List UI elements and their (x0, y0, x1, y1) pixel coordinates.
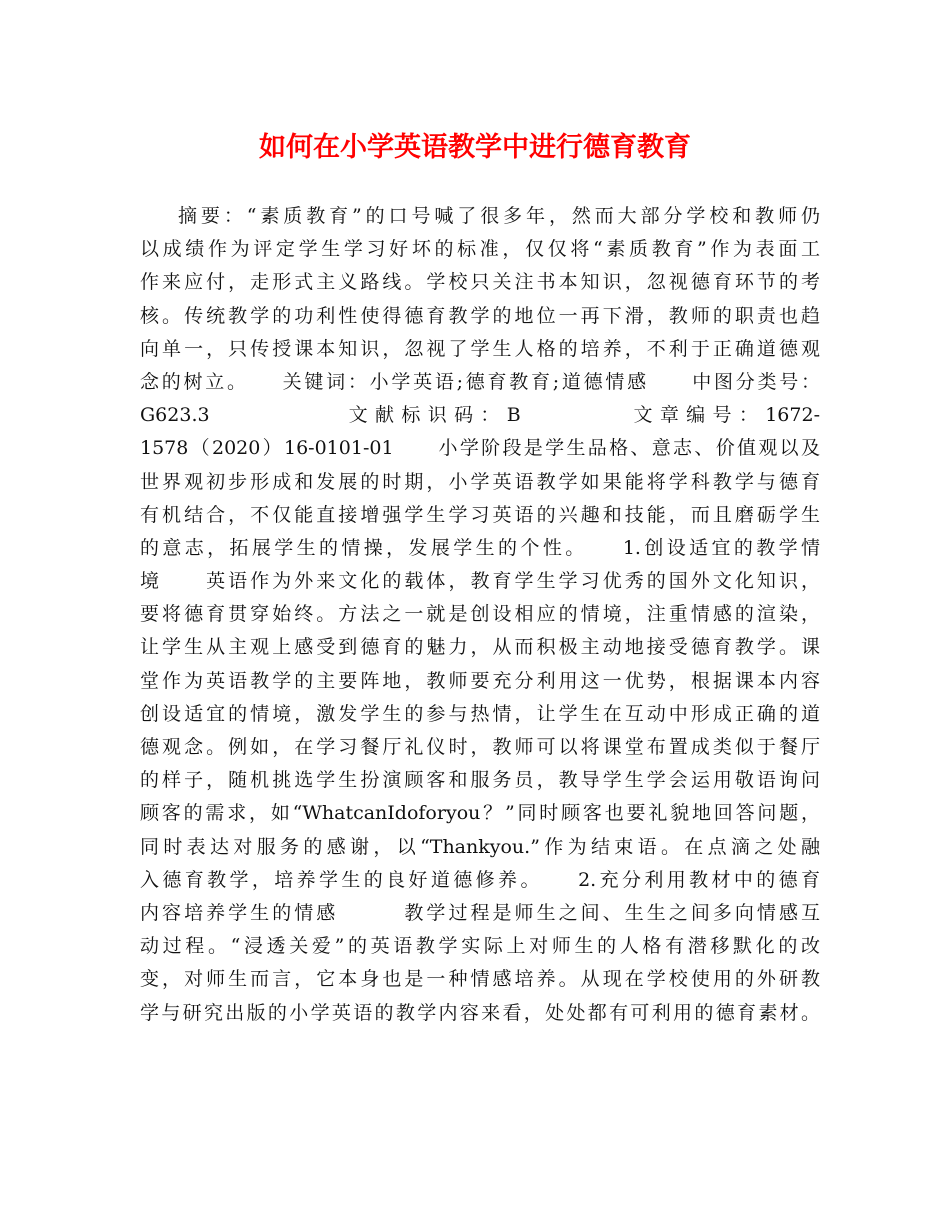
paragraph-line: 德观念。例如，在学习餐厅礼仪时，教师可以将课堂布置成类似于餐厅 (140, 736, 820, 758)
paragraph-line: 同时表达对服务的感谢，以“Thankyou.”作为结束语。在点滴之处融 (140, 835, 820, 858)
paragraph-line: 要将德育贯穿始终。方法之一就是创设相应的情境，注重情感的渲染， (140, 603, 820, 626)
paragraph-line: 的意志，拓展学生的情操，发展学生的个性。 1.创设适宜的教学情 (140, 536, 820, 559)
paragraph-line: 顾客的需求，如“WhatcanIdoforyou？”同时顾客也要礼貌地回答问题， (140, 802, 820, 825)
paragraph-line: 学与研究出版的小学英语的教学内容来看，处处都有可利用的德育素材。 (140, 1001, 820, 1024)
paragraph-line: 入德育教学，培养学生的良好道德修养。 2.充分利用教材中的德育 (140, 868, 820, 891)
paragraph-line: 的样子，随机挑选学生扮演顾客和服务员，教导学生学会运用敬语询问 (140, 769, 820, 792)
paragraph-line: 1578（2020）16-0101-01 小学阶段是学生品格、意志、价值观以及 (140, 437, 820, 460)
paragraph-line: 内容培养学生的情感 教学过程是师生之间、生生之间多向情感互 (140, 901, 820, 924)
paragraph-line: 变，对师生而言，它本身也是一种情感培养。从现在学校使用的外研教 (140, 968, 820, 991)
paragraph-line: 核。传统教学的功利性使得德育教学的地位一再下滑，教师的职责也趋 (140, 304, 820, 327)
paragraph-line: 动过程。“浸透关爱”的英语教学实际上对师生的人格有潜移默化的改 (140, 935, 820, 958)
paragraph-line: 向单一，只传授课本知识，忽视了学生人格的培养，不利于正确道德观 (140, 337, 820, 360)
paragraph-line: 堂作为英语教学的主要阵地，教师要充分利用这一优势，根据课本内容 (140, 669, 820, 692)
paragraph-line: 让学生从主观上感受到德育的魅力，从而积极主动地接受德育教学。课 (140, 636, 820, 659)
paragraph-line: 以成绩作为评定学生学习好坏的标准，仅仅将“素质教育”作为表面工 (140, 238, 820, 261)
paragraph-line: 作来应付，走形式主义路线。学校只关注书本知识，忽视德育环节的考 (140, 271, 820, 294)
paragraph-line: 境 英语作为外来文化的载体，教育学生学习优秀的国外文化知识， (140, 570, 820, 593)
paragraph-line: 创设适宜的情境，激发学生的参与热情，让学生在互动中形成正确的道 (140, 702, 820, 725)
document-body (140, 200, 820, 1030)
document-title: 如何在小学英语教学中进行德育教育 (259, 132, 691, 163)
paragraph-line: 摘要：“素质教育”的口号喊了很多年，然而大部分学校和教师仍 (178, 205, 820, 227)
paragraph-line: 世界观初步形成和发展的时期，小学英语教学如果能将学科教学与德育 (140, 470, 820, 493)
paragraph-line: 有机结合，不仅能直接增强学生学习英语的兴趣和技能，而且磨砺学生 (140, 503, 820, 526)
paragraph-line: G623.3 文献标识码：B 文章编号：1672- (140, 404, 820, 427)
paragraph-line: 念的树立。 关键词：小学英语;德育教育;道德情感 中图分类号： (140, 370, 820, 393)
